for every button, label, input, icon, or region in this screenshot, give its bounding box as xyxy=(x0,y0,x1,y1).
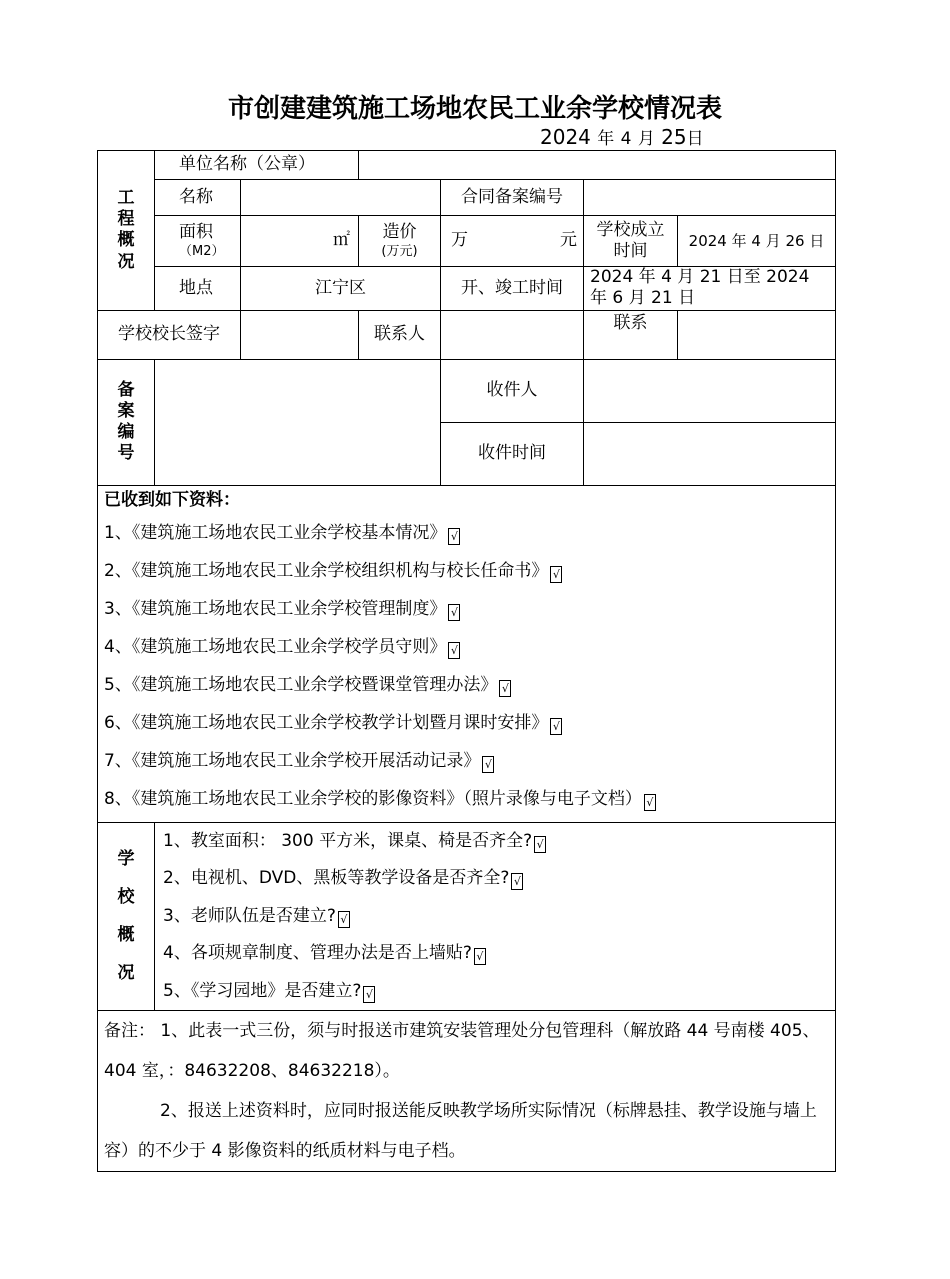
school-info-form xyxy=(97,150,836,1172)
date-year-unit: 年 xyxy=(597,129,615,149)
received-time-field[interactable] xyxy=(584,422,836,485)
received-time-label: 收件时间 xyxy=(441,422,584,485)
form-date xyxy=(540,124,704,149)
list-item: 2、电视机、DVD、黑板等教学设备是否齐全? √ xyxy=(161,860,829,898)
area-unit: ㎡ xyxy=(333,230,350,251)
area-label: 面积 xyxy=(179,222,213,243)
cost-label: 造价 xyxy=(382,222,417,243)
recipient-label: 收件人 xyxy=(441,359,584,422)
checkbox-checked-icon[interactable]: √ xyxy=(499,680,511,697)
principal-signature-field[interactable] xyxy=(241,310,359,359)
checkbox-checked-icon[interactable]: √ xyxy=(534,836,546,853)
list-item: 8、《建筑施工场地农民工业余学校的影像资料》（照片录像与电子文档） √ xyxy=(104,780,829,818)
list-item: 4、各项规章制度、管理办法是否上墙贴? √ xyxy=(161,935,829,973)
page-title: 市创建建筑施工场地农民工业余学校情况表 xyxy=(227,94,722,124)
school-founded-label: 学校成立时间 xyxy=(584,216,678,267)
unit-name-field[interactable] xyxy=(359,151,836,180)
filing-number-field[interactable] xyxy=(155,359,441,485)
list-item: 5、《建筑施工场地农民工业余学校暨课堂管理办法》 √ xyxy=(104,666,829,704)
materials-section xyxy=(98,485,836,822)
name-field[interactable] xyxy=(241,180,441,216)
contract-no-field[interactable] xyxy=(584,180,836,216)
list-item: 1、教室面积： 300 平方米，课桌、椅是否齐全? √ xyxy=(161,823,829,861)
principal-signature-label: 学校校长签字 xyxy=(98,310,241,359)
contact-person-label: 联系人 xyxy=(359,310,441,359)
note-1: 备注： 1、此表一式三份，须与时报送市建筑安装管理处分包管理科（解放路 44 号南楼 405、404 室，：84632208、84632218）。 xyxy=(104,1021,820,1081)
checkbox-checked-icon[interactable]: √ xyxy=(482,756,494,773)
date-day-unit: 日 xyxy=(686,129,704,149)
list-item: 1、《建筑施工场地农民工业余学校基本情况》 √ xyxy=(104,514,829,552)
cost-unit-wan: 万 xyxy=(451,230,468,251)
contact-field[interactable] xyxy=(678,310,836,359)
area-field[interactable] xyxy=(241,216,359,267)
list-item: 7、《建筑施工场地农民工业余学校开展活动记录》 √ xyxy=(104,742,829,780)
school-checklist xyxy=(155,822,836,1011)
checkbox-checked-icon[interactable]: √ xyxy=(448,642,460,659)
materials-heading: 已收到如下资料： xyxy=(104,489,240,510)
checkbox-checked-icon[interactable]: √ xyxy=(448,604,460,621)
unit-name-label: 单位名称（公章） xyxy=(155,151,359,180)
cost-unit-label: (万元) xyxy=(381,243,418,259)
list-item: 5、《学习园地》是否建立? √ xyxy=(161,973,829,1011)
project-section-label: 工 程 概 况 xyxy=(98,151,155,311)
cost-field[interactable] xyxy=(441,216,584,267)
note-2: 2、报送上述资料时，应同时报送能反映教学场所实际情况（标牌悬挂、教学设施与墙上容）的不少于 4 影像资料的纸质材料与电子档。 xyxy=(104,1101,817,1161)
period-label: 开、竣工时间 xyxy=(441,267,584,311)
cost-label-cell xyxy=(359,216,441,267)
school-founded-value: 2024 年 4 月 26 日 xyxy=(678,216,836,267)
date-day: 25 xyxy=(661,125,687,149)
list-item: 2、《建筑施工场地农民工业余学校组织机构与校长任命书》 √ xyxy=(104,552,829,590)
contact-label: 联系 xyxy=(584,310,678,359)
checkbox-checked-icon[interactable]: √ xyxy=(644,794,656,811)
filing-section-label: 备 案 编 号 xyxy=(98,359,155,485)
location-value: 江宁区 xyxy=(241,267,441,311)
checkbox-checked-icon[interactable]: √ xyxy=(550,566,562,583)
date-month-unit: 月 xyxy=(637,129,655,149)
checkbox-checked-icon[interactable]: √ xyxy=(550,718,562,735)
area-label-cell xyxy=(155,216,241,267)
checkbox-checked-icon[interactable]: √ xyxy=(363,986,375,1003)
period-value: 2024 年 4 月 21 日至 2024 年 6 月 21 日 xyxy=(584,267,836,311)
cost-unit-yuan: 元 xyxy=(560,230,577,251)
list-item: 3、老师队伍是否建立? √ xyxy=(161,898,829,936)
date-year: 2024 xyxy=(540,125,591,149)
area-unit-label: （M2） xyxy=(179,243,225,259)
list-item: 3、《建筑施工场地农民工业余学校管理制度》 √ xyxy=(104,590,829,628)
notes-section xyxy=(98,1011,836,1172)
school-section-label: 学 校 概 况 xyxy=(98,822,155,1011)
checkbox-checked-icon[interactable]: √ xyxy=(338,911,350,928)
list-item: 4、《建筑施工场地农民工业余学校学员守则》 √ xyxy=(104,628,829,666)
recipient-field[interactable] xyxy=(584,359,836,422)
name-label: 名称 xyxy=(155,180,241,216)
checkbox-checked-icon[interactable]: √ xyxy=(474,948,486,965)
contract-no-label: 合同备案编号 xyxy=(441,180,584,216)
checkbox-checked-icon[interactable]: √ xyxy=(448,528,460,545)
contact-person-field[interactable] xyxy=(441,310,584,359)
list-item: 6、《建筑施工场地农民工业余学校教学计划暨月课时安排》 √ xyxy=(104,704,829,742)
location-label: 地点 xyxy=(155,267,241,311)
date-month: 4 xyxy=(620,129,632,149)
checkbox-checked-icon[interactable]: √ xyxy=(511,873,523,890)
